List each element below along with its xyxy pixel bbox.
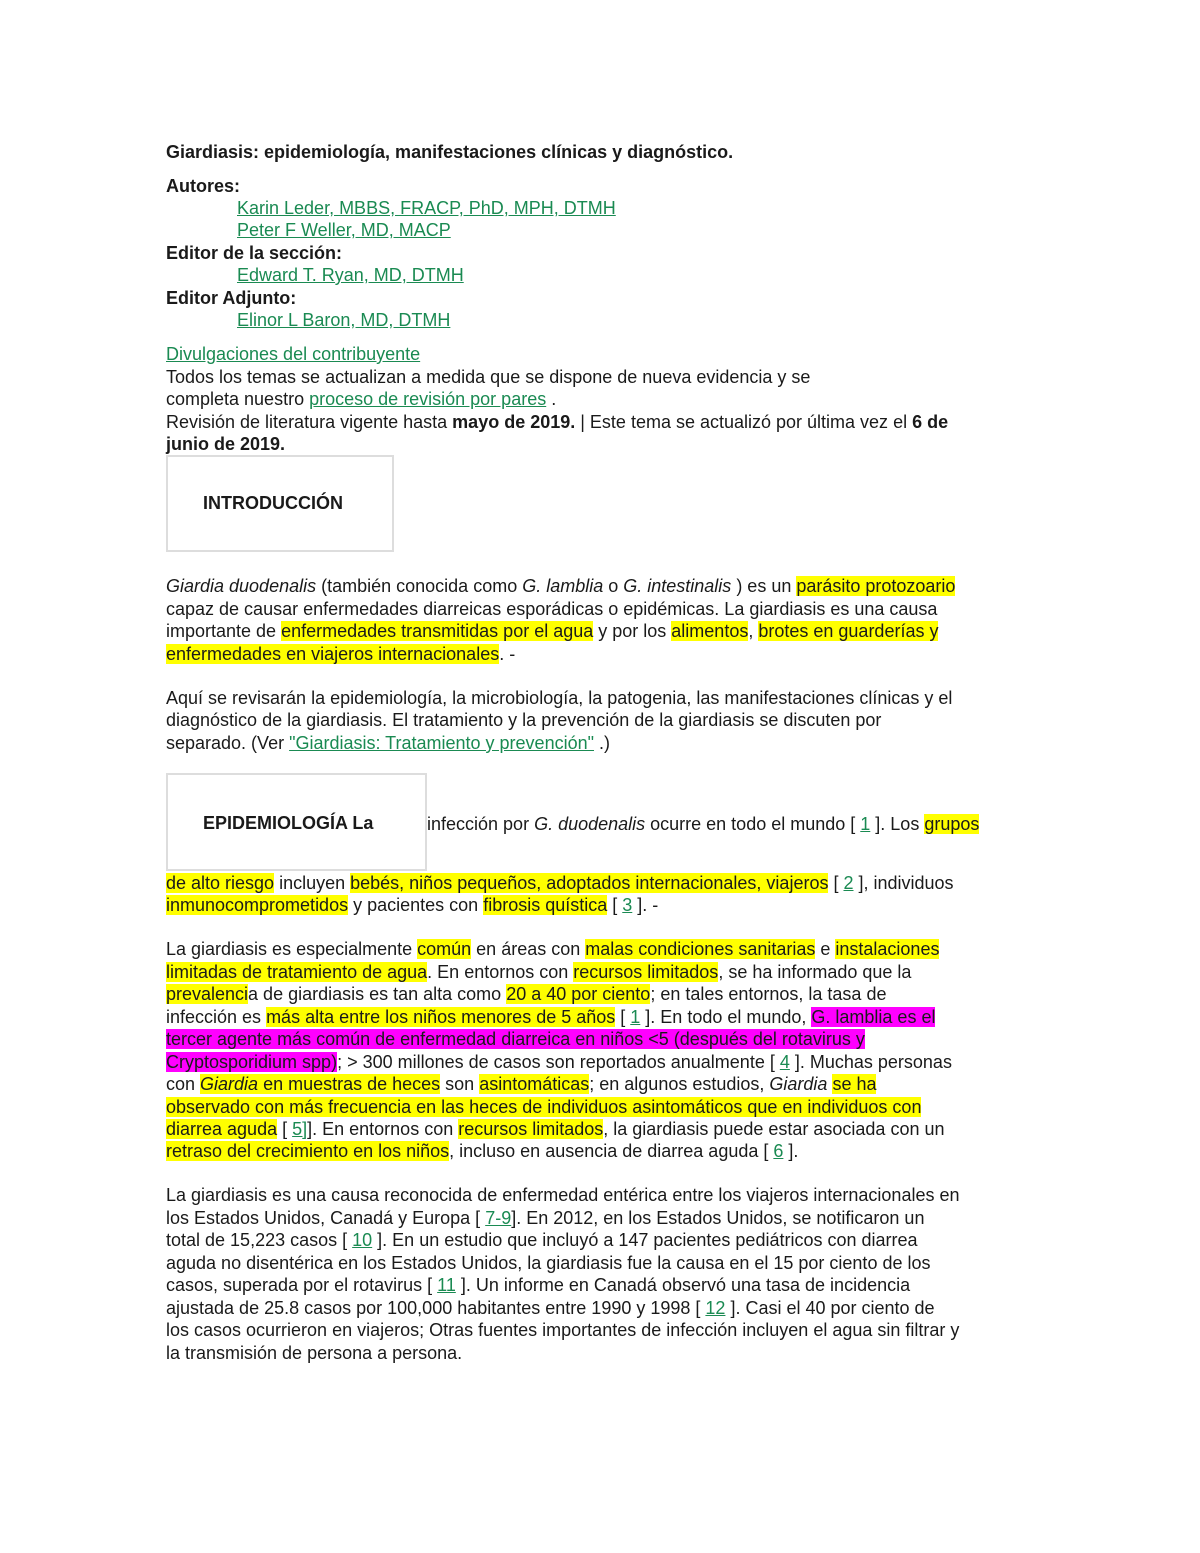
highlight: diarrea aguda bbox=[166, 1119, 278, 1139]
epi-text: casos, superada por el rotavirus [ bbox=[166, 1275, 438, 1295]
epi-text: e bbox=[815, 939, 836, 959]
intro-text: o bbox=[603, 576, 624, 596]
reference-link-2[interactable]: 2 bbox=[843, 873, 854, 893]
treatment-topic-link[interactable]: "Giardiasis: Tratamiento y prevención" bbox=[289, 733, 594, 753]
epi-text: total de 15,223 casos [ bbox=[166, 1230, 353, 1250]
epi-p1-line1 bbox=[427, 813, 979, 836]
highlight: enfermedades en viajeros internacionales bbox=[166, 644, 500, 664]
epi-text: [ bbox=[828, 873, 844, 893]
highlight: asintomáticas bbox=[479, 1074, 590, 1094]
epi-text: , se ha informado que la bbox=[718, 962, 912, 982]
deputy-editor-link[interactable]: Elinor L Baron, MD, DTMH bbox=[237, 310, 451, 330]
reference-link-1[interactable]: 1 bbox=[630, 1007, 641, 1027]
reference-link-7-9[interactable]: 7-9 bbox=[485, 1208, 512, 1228]
highlight: 20 a 40 por ciento bbox=[506, 984, 651, 1004]
epi-p3-line3 bbox=[166, 1229, 918, 1252]
epi-text: ]. Los bbox=[870, 814, 925, 834]
epi-p1-line2 bbox=[166, 872, 954, 895]
epi-text: , incluso en ausencia de diarrea aguda [ bbox=[449, 1141, 774, 1161]
reference-link-1[interactable]: 1 bbox=[860, 814, 871, 834]
review-date: mayo de 2019. bbox=[452, 412, 576, 432]
intro-p2-line2: diagnóstico de la giardiasis. El tratamiento y la prevención de la giardiasis se discuten por bbox=[166, 710, 882, 730]
reference-link-5[interactable]: 5] bbox=[292, 1119, 308, 1139]
intro-text: y por los bbox=[593, 621, 672, 641]
epi-p2-line4 bbox=[166, 1006, 935, 1029]
review-line bbox=[166, 411, 948, 434]
term-g-duodenalis: G. duodenalis bbox=[534, 814, 646, 834]
update-policy-end: . bbox=[546, 389, 557, 409]
epi-text: ], individuos bbox=[853, 873, 954, 893]
highlight: de alto riesgo bbox=[166, 873, 275, 893]
epi-text: ]. En todo el mundo, bbox=[640, 1007, 812, 1027]
highlight: recursos limitados bbox=[573, 962, 719, 982]
highlight: brotes en guarderías y bbox=[758, 621, 939, 641]
epi-text: los Estados Unidos, Canadá y Europa [ bbox=[166, 1208, 486, 1228]
intro-text: ) es un bbox=[731, 576, 797, 596]
epi-text: ]. Un informe en Canadá observó una tasa de incidencia bbox=[455, 1275, 911, 1295]
intro-text: .) bbox=[594, 733, 610, 753]
epi-p3-line7: los casos ocurrieron en viajeros; Otras fuentes importantes de infección incluyen el agua sin filtrar y bbox=[166, 1320, 960, 1340]
highlight: fibrosis quística bbox=[483, 895, 608, 915]
review-mid-text: | Este tema se actualizó por última vez el bbox=[575, 412, 913, 432]
epi-text: ; en algunos estudios, bbox=[589, 1074, 770, 1094]
epi-p2-line8 bbox=[166, 1096, 921, 1119]
author-link-weller[interactable]: Peter F Weller, MD, MACP bbox=[237, 220, 451, 240]
epi-text: ; en tales entornos, la tasa de bbox=[650, 984, 887, 1004]
highlight: bebés, niños pequeños, adoptados internacionales, viajeros bbox=[350, 873, 829, 893]
highlight: prevalenci bbox=[166, 984, 249, 1004]
epi-text: [ bbox=[277, 1119, 293, 1139]
epi-text: ]. Muchas personas bbox=[789, 1052, 952, 1072]
epi-p2-line6 bbox=[166, 1051, 952, 1074]
highlight: instalaciones bbox=[835, 939, 940, 959]
epi-p2-line9 bbox=[166, 1118, 944, 1141]
intro-p2-line3 bbox=[166, 732, 610, 755]
term-giardia: Giardia bbox=[769, 1074, 828, 1094]
epi-p1-line3 bbox=[166, 894, 658, 917]
epi-heading: EPIDEMIOLOGÍA La bbox=[203, 813, 374, 833]
disclosures-link[interactable]: Divulgaciones del contribuyente bbox=[166, 344, 421, 364]
intro-heading: INTRODUCCIÓN bbox=[203, 493, 343, 513]
intro-text: importante de bbox=[166, 621, 282, 641]
epi-p2-line2 bbox=[166, 961, 911, 984]
epi-text: en áreas con bbox=[471, 939, 586, 959]
highlight: limitadas de tratamiento de agua bbox=[166, 962, 428, 982]
epi-text: ]. En 2012, en los Estados Unidos, se notificaron un bbox=[511, 1208, 925, 1228]
epi-p2-line7 bbox=[166, 1073, 876, 1096]
epi-text: . En entornos con bbox=[427, 962, 574, 982]
highlight: inmunocomprometidos bbox=[166, 895, 349, 915]
intro-text: . - bbox=[499, 644, 516, 664]
epi-p3-line4: aguda no disentérica en los Estados Unidos, la giardiasis fue la causa en el 15 por ciento de los bbox=[166, 1253, 931, 1273]
update-policy-line2 bbox=[166, 388, 556, 411]
intro-p1-line3 bbox=[166, 620, 938, 643]
highlight: grupos bbox=[924, 814, 980, 834]
term-g-lamblia: G. lamblia bbox=[522, 576, 604, 596]
epi-text: son bbox=[440, 1074, 480, 1094]
epi-p3-line2 bbox=[166, 1207, 924, 1230]
term-giardia: Giardia bbox=[200, 1074, 259, 1094]
section-editor-label: Editor de la sección: bbox=[166, 243, 343, 263]
epi-text: ocurre en todo el mundo [ bbox=[645, 814, 861, 834]
epi-p3-line5 bbox=[166, 1274, 910, 1297]
highlight bbox=[200, 1074, 440, 1094]
reference-link-10[interactable]: 10 bbox=[352, 1230, 373, 1250]
epi-text: [ bbox=[607, 895, 623, 915]
reference-link-3[interactable]: 3 bbox=[622, 895, 633, 915]
intro-text: , bbox=[748, 621, 759, 641]
epi-text: ]. En entornos con bbox=[307, 1119, 459, 1139]
epi-text: ]. - bbox=[632, 895, 659, 915]
author-link-leder[interactable]: Karin Leder, MBBS, FRACP, PhD, MPH, DTMH bbox=[237, 198, 616, 218]
epi-p2-line1 bbox=[166, 938, 939, 961]
document-title: Giardiasis: epidemiología, manifestaciones clínicas y diagnóstico. bbox=[166, 142, 734, 162]
section-editor-link[interactable]: Edward T. Ryan, MD, DTMH bbox=[237, 265, 464, 285]
reference-link-11[interactable]: 11 bbox=[437, 1275, 456, 1295]
term-g-intestinalis: G. intestinalis bbox=[623, 576, 732, 596]
highlight: malas condiciones sanitarias bbox=[585, 939, 816, 959]
epi-p2-line10 bbox=[166, 1140, 798, 1163]
intro-text: separado. (Ver bbox=[166, 733, 290, 753]
epi-text: incluyen bbox=[274, 873, 351, 893]
epi-text: ajustada de 25.8 casos por 100,000 habitantes entre 1990 y 1998 [ bbox=[166, 1298, 706, 1318]
epi-p3-line8: la transmisión de persona a persona. bbox=[166, 1343, 463, 1363]
intro-p2-line1: Aquí se revisarán la epidemiología, la microbiología, la patogenia, las manifestaciones clínicas y el bbox=[166, 688, 953, 708]
intro-text: (también conocida como bbox=[316, 576, 523, 596]
magenta-highlight: tercer agente más común de enfermedad diarreica en niños <5 (después del rotavirus y bbox=[166, 1029, 865, 1049]
highlight: parásito protozoario bbox=[796, 576, 956, 596]
epi-text: con bbox=[166, 1074, 201, 1094]
magenta-highlight: Cryptosporidium spp) bbox=[166, 1052, 338, 1072]
highlight: común bbox=[417, 939, 472, 959]
highlight: alimentos bbox=[671, 621, 749, 641]
highlight: recursos limitados bbox=[458, 1119, 604, 1139]
deputy-editor-label: Editor Adjunto: bbox=[166, 288, 297, 308]
epi-text: infección es bbox=[166, 1007, 267, 1027]
highlight-text: en muestras de heces bbox=[258, 1074, 441, 1094]
reference-link-6[interactable]: 6 bbox=[773, 1141, 784, 1161]
reference-link-12[interactable]: 12 bbox=[705, 1298, 726, 1318]
highlight: más alta entre los niños menores de 5 años bbox=[266, 1007, 616, 1027]
epi-p2-line5 bbox=[166, 1028, 865, 1051]
epi-text: y pacientes con bbox=[348, 895, 484, 915]
epi-text: ; > 300 millones de casos son reportados anualmente [ bbox=[337, 1052, 780, 1072]
epi-p2-line3 bbox=[166, 983, 886, 1006]
epi-text: ]. Casi el 40 por ciento de bbox=[725, 1298, 935, 1318]
epi-text: infección por bbox=[427, 814, 535, 834]
update-policy-text: completa nuestro bbox=[166, 389, 310, 409]
intro-p1-line1 bbox=[166, 575, 955, 598]
authors-label: Autores: bbox=[166, 176, 241, 196]
epi-p3-line6 bbox=[166, 1297, 935, 1320]
reference-link-4[interactable]: 4 bbox=[779, 1052, 790, 1072]
epi-p3-line1: La giardiasis es una causa reconocida de enfermedad entérica entre los viajeros internacionales en bbox=[166, 1185, 960, 1205]
epi-text: La giardiasis es especialmente bbox=[166, 939, 418, 959]
highlight: enfermedades transmitidas por el agua bbox=[281, 621, 594, 641]
intro-p1-line4 bbox=[166, 643, 515, 666]
epi-text: a de giardiasis es tan alta como bbox=[248, 984, 507, 1004]
highlight: se ha bbox=[832, 1074, 877, 1094]
update-day: 6 de bbox=[912, 412, 949, 432]
update-date: junio de 2019. bbox=[166, 434, 286, 454]
epi-text: , la giardiasis puede estar asociada con un bbox=[603, 1119, 945, 1139]
peer-review-link[interactable]: proceso de revisión por pares bbox=[309, 389, 547, 409]
epi-text: ]. En un estudio que incluyó a 147 pacientes pediátricos con diarrea bbox=[372, 1230, 918, 1250]
intro-p1-line2: capaz de causar enfermedades diarreicas esporádicas o epidémicas. La giardiasis es una causa bbox=[166, 599, 938, 619]
highlight: observado con más frecuencia en las heces de individuos asintomáticos que en individuos con bbox=[166, 1097, 922, 1117]
magenta-highlight: G. lamblia es el bbox=[811, 1007, 936, 1027]
epi-text: [ bbox=[615, 1007, 631, 1027]
highlight: retraso del crecimiento en los niños bbox=[166, 1141, 450, 1161]
term-giardia-duodenalis: Giardia duodenalis bbox=[166, 576, 317, 596]
review-text: Revisión de literatura vigente hasta bbox=[166, 412, 453, 432]
epi-text: ]. bbox=[783, 1141, 799, 1161]
update-policy-line1: Todos los temas se actualizan a medida que se dispone de nueva evidencia y se bbox=[166, 367, 811, 387]
